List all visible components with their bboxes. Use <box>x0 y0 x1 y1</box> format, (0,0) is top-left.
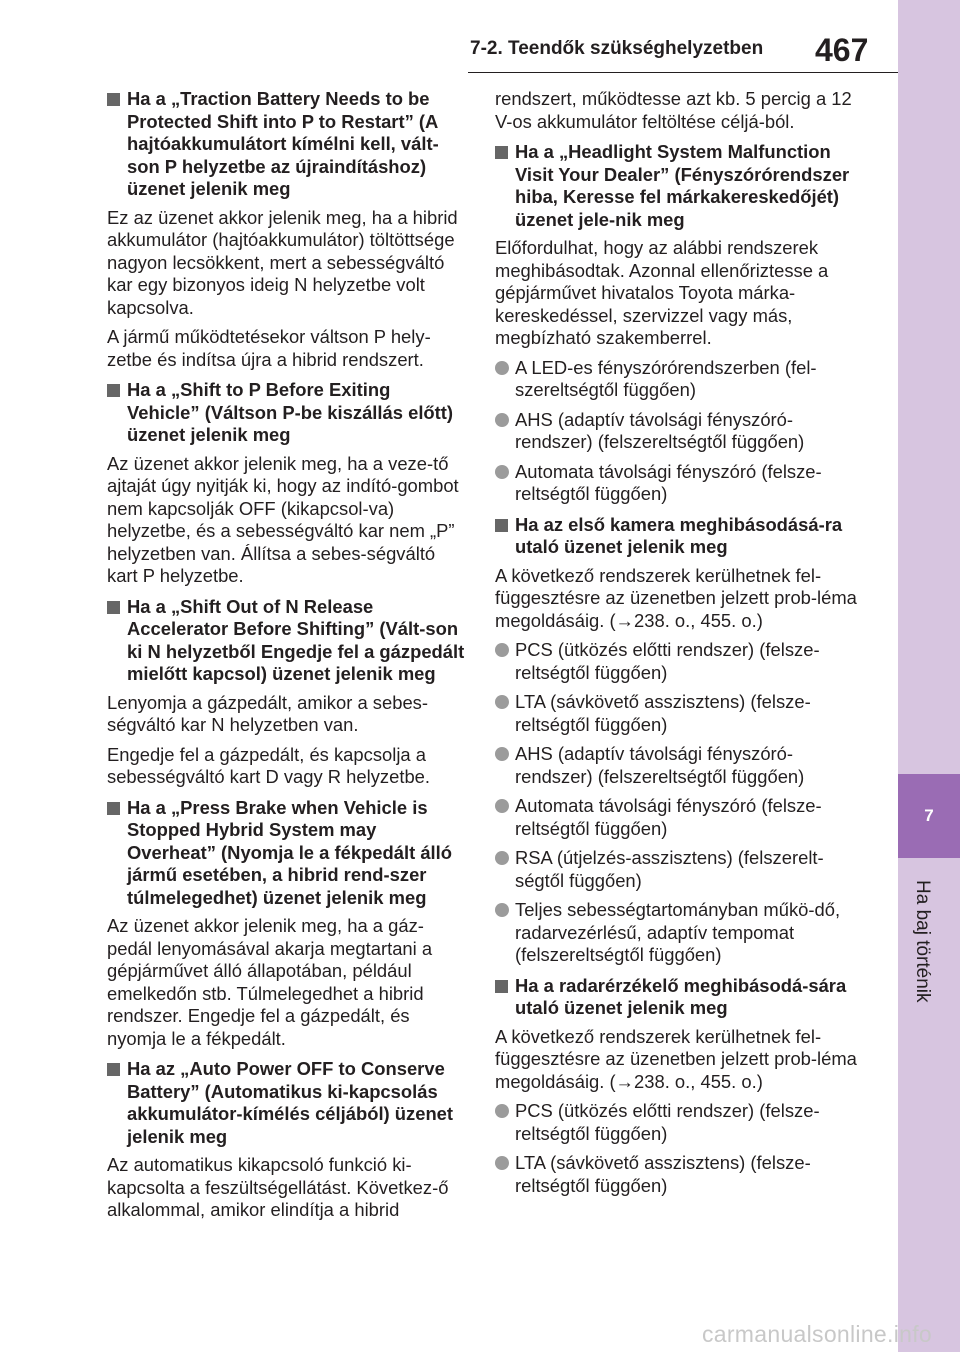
bullet-item <box>495 357 857 402</box>
bullet-item <box>495 795 857 840</box>
content-block <box>107 797 467 1051</box>
body-paragraph: Engedje fel a gázpedált, és kapcsolja a sebességváltó kart D vagy R helyzetbe. <box>107 743 431 787</box>
bullet-text: PCS (ütközés előtti rendszer) (felsze-reltségtől függően) <box>515 1100 820 1144</box>
round-bullet-icon <box>495 851 509 865</box>
section-heading-text: Ha a „Shift to P Before Exiting Vehicle” (Váltson P-be kiszállás előtt) üzenet jelenik meg <box>127 379 454 445</box>
section-heading-text: Ha az első kamera meghibásodásá-ra utaló üzenet jelenik meg <box>515 513 843 557</box>
bullet-item <box>495 409 857 454</box>
chapter-title: Ha baj történik <box>912 880 933 1003</box>
section-heading-text: Ha a „Headlight System Malfunction Visit Your Dealer” (Fényszórórendszer hiba, Keresse fel márkakereskedőjét) üzenet jele-nik meg <box>515 141 850 230</box>
chapter-number: 7 <box>898 774 960 858</box>
section-title: 7-2. Teendők szükséghelyzetben <box>470 38 764 59</box>
header-rule <box>468 72 898 73</box>
body-paragraph: Lenyomja a gázpedált, amikor a sebes-ségváltó kar N helyzetben van. <box>107 691 428 735</box>
bullet-item <box>495 847 857 892</box>
bullet-item <box>495 743 857 788</box>
right-column <box>495 88 857 1205</box>
section-heading <box>107 88 467 201</box>
square-bullet-icon <box>107 802 120 815</box>
round-bullet-icon <box>495 361 509 375</box>
body-paragraph: A következő rendszerek kerülhetnek fel-függesztésre az üzenetben jelzett prob-léma megoldásáig. (→238. o., 455. o.) <box>495 564 857 631</box>
content-block <box>495 975 857 1198</box>
bullet-text: RSA (útjelzés-asszisztens) (felszerelt-ségtől függően) <box>515 847 824 891</box>
content-block <box>495 88 857 133</box>
section-heading <box>495 514 857 559</box>
body-paragraph: Az üzenet akkor jelenik meg, ha a gáz-pedál lenyomásával akarja megtartani a gépjárművet álló állapotában, például emelkedőn stb. Túlmelegedhet a hibrid rendszer. Engedje fel a gázpedált, és nyomja le a fékpedált. <box>107 915 433 1049</box>
square-bullet-icon <box>495 146 508 159</box>
bullet-text: Teljes sebességtartományban műkö-dő, radarvezérlésű, adaptív tempomat (felszereltségtől függően) <box>515 899 841 965</box>
bullet-item <box>495 639 857 684</box>
round-bullet-icon <box>495 643 509 657</box>
square-bullet-icon <box>107 1063 120 1076</box>
round-bullet-icon <box>495 903 509 917</box>
page-number: 467 <box>815 32 869 68</box>
body-paragraph: rendszert, működtesse azt kb. 5 percig a 12 V-os akkumulátor feltöltése céljá-ból. <box>495 88 852 132</box>
bullet-text: AHS (adaptív távolsági fényszóró-rendszer) (felszereltségtől függően) <box>515 408 805 452</box>
square-bullet-icon <box>107 601 120 614</box>
bullet-item <box>495 461 857 506</box>
bullet-text: PCS (ütközés előtti rendszer) (felsze-reltségtől függően) <box>515 639 820 683</box>
bullet-text: Automata távolsági fényszóró (felsze-reltségtől függően) <box>515 795 822 839</box>
bullet-item <box>495 1152 857 1197</box>
body-paragraph: A következő rendszerek kerülhetnek fel-függesztésre az üzenetben jelzett prob-léma megoldásáig. (→238. o., 455. o.) <box>495 1025 857 1092</box>
content-block <box>107 596 467 789</box>
round-bullet-icon <box>495 1156 509 1170</box>
square-bullet-icon <box>107 384 120 397</box>
left-column <box>107 88 467 1230</box>
section-heading <box>107 596 467 686</box>
watermark: carmanualsonline.info <box>701 1321 932 1347</box>
round-bullet-icon <box>495 695 509 709</box>
bullet-text: AHS (adaptív távolsági fényszóró-rendszer) (felszereltségtől függően) <box>515 743 805 787</box>
section-heading <box>495 141 857 231</box>
content-block <box>495 141 857 506</box>
section-heading <box>495 975 857 1020</box>
section-heading <box>107 797 467 910</box>
square-bullet-icon <box>495 519 508 532</box>
round-bullet-icon <box>495 1104 509 1118</box>
round-bullet-icon <box>495 465 509 479</box>
round-bullet-icon <box>495 747 509 761</box>
bullet-text: LTA (sávkövető asszisztens) (felsze-reltségtől függően) <box>515 691 811 735</box>
bullet-item <box>495 691 857 736</box>
body-paragraph: Az üzenet akkor jelenik meg, ha a veze-tő ajtaját úgy nyitják ki, hogy az indító-gombot nem kapcsolják OFF (kikapcsol-va) helyzetbe, és a sebességváltó kar nem „P” helyzetben van. Állítsa a sebes-ségváltó kart P helyzetbe. <box>107 452 459 586</box>
chapter-side-tab <box>898 0 960 1352</box>
body-paragraph: Előfordulhat, hogy az alábbi rendszerek meghibásodtak. Azonnal ellenőriztesse a gépjárművet hivatalos Toyota márka-kereskedéssel, szervizzel vagy más, megbízható szakemberrel. <box>495 237 829 348</box>
body-paragraph: Ez az üzenet akkor jelenik meg, ha a hibrid akkumulátor (hajtóakkumulátor) töltöttsége nagyon lecsökkent, mert a sebességváltó kar egy bizonyos ideig N helyzetbe volt kapcsolva. <box>107 206 458 318</box>
bullet-text: LTA (sávkövető asszisztens) (felsze-reltségtől függően) <box>515 1152 811 1196</box>
bullet-item <box>495 1100 857 1145</box>
section-heading-text: Ha az „Auto Power OFF to Conserve Battery” (Automatikus ki-kapcsolás akkumulátor-kímélés céljából) üzenet jelenik meg <box>127 1058 454 1147</box>
bullet-text: Automata távolsági fényszóró (felsze-reltségtől függően) <box>515 460 822 504</box>
round-bullet-icon <box>495 799 509 813</box>
section-heading-text: Ha a „Traction Battery Needs to be Protected Shift into P to Restart” (A hajtóakkumulátort kímélni kell, vált-son P helyzetbe az újraindításhoz) üzenet jelenik meg <box>127 88 439 199</box>
content-block <box>107 1058 467 1222</box>
section-heading <box>107 1058 467 1148</box>
body-paragraph: A jármű működtetésekor váltson P hely-zetbe és indítsa újra a hibrid rendszert. <box>107 326 431 370</box>
content-block <box>107 88 467 371</box>
bullet-item <box>495 899 857 967</box>
section-heading-text: Ha a „Shift Out of N Release Accelerator Before Shifting” (Vált-son ki N helyzetből Engedje fel a gázpedált mielőtt kapcsol) üzenet jelenik meg <box>127 595 465 684</box>
body-paragraph: Az automatikus kikapcsoló funkció ki-kapcsolta a feszültségellátást. Következ-ő alkalommal, amikor elindítja a hibrid <box>107 1154 449 1220</box>
round-bullet-icon <box>495 413 509 427</box>
section-heading <box>107 379 467 447</box>
section-heading-text: Ha a „Press Brake when Vehicle is Stopped Hybrid System may Overheat” (Nyomja le a fékpedált álló jármű esetében, a hibrid rend-szer túlmelegedhet) üzenet jelenik meg <box>127 796 453 908</box>
content-block <box>495 514 857 967</box>
section-heading-text: Ha a radarérzékelő meghibásodá-sára utaló üzenet jelenik meg <box>515 974 847 1018</box>
square-bullet-icon <box>495 980 508 993</box>
square-bullet-icon <box>107 93 120 106</box>
bullet-text: A LED-es fényszórórendszerben (fel-szereltségtől függően) <box>515 356 817 400</box>
content-block <box>107 379 467 588</box>
